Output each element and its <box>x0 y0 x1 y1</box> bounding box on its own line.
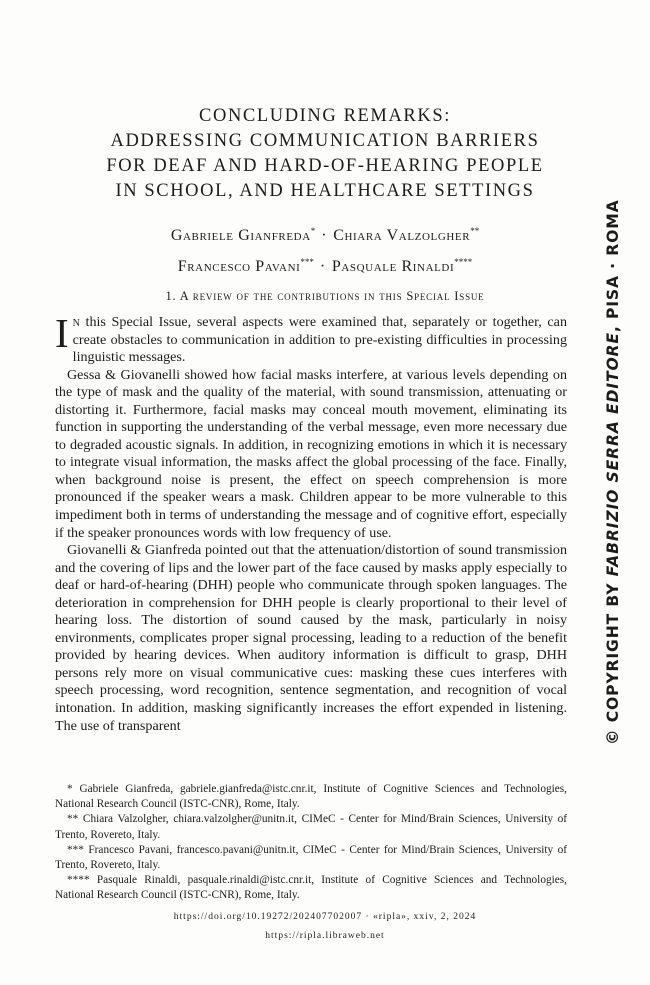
section-number: 1. <box>165 289 177 303</box>
footnote-mark: * <box>310 226 316 236</box>
footnote-mark: *** <box>300 257 314 267</box>
footnote-text: Francesco Pavani, francesco.pavani@unitn.it, CIMeC - Center for Mind/Brain Sciences, University of Trento, Rovereto, Italy. <box>55 843 567 872</box>
author-name: Chiara Valzolgher <box>333 227 471 244</box>
author-line <box>0 218 650 249</box>
footnote-mark: *** <box>67 843 84 856</box>
author-name: Pasquale Rinaldi <box>331 258 455 275</box>
body-paragraph: Giovanelli & Gianfreda pointed out that the attenuation/distortion of sound transmission and the covering of lips and the lower part of the face caused by masks apply especially to deaf or hard-of-hearing (DHH) people who communicate through spoken languages. The deterioration in comprehension for DHH people is clearly proportional to their level of hearing loss. The distortion of sound caused by the mask, particularly in noisy environments, complicates proper signal processing, leading to a reduction of the benefit provided by hearing devices. When auditory information is difficult to grasp, DHH persons rely more on visual communicative cues: masking these cues interferes with speech processing, word recognition, sentence segmentation, and recognition of vocal intonation. In addition, masking significantly increases the effort expended in listening. The use of transparent <box>55 542 567 734</box>
footnote-text: Gabriele Gianfreda, gabriele.gianfreda@istc.cnr.it, Institute of Cognitive Sciences and Technologies, National Research Council (ISTC-CNR), Rome, Italy. <box>55 783 567 811</box>
author-list <box>0 218 650 280</box>
footnotes <box>55 782 567 904</box>
author-name: Francesco Pavani <box>177 258 301 275</box>
author-name: Gabriele Gianfreda <box>170 227 311 244</box>
copyright-prefix: © COPYRIGHT BY <box>604 576 622 745</box>
paragraph-text: this Special Issue, several aspects were examined that, separately or together, can create obstacles to communication in addition to pre-existing difficulties in processing linguistic messages. <box>72 314 567 366</box>
section-heading <box>0 289 650 304</box>
article-title <box>0 104 650 204</box>
footnote-mark: ** <box>67 813 79 826</box>
author-line <box>0 249 650 280</box>
footnote-text: Chiara Valzolgher, chiara.valzolgher@unitn.it, CIMeC - Center for Mind/Brain Sciences, University of Trento, Rovereto, Italy. <box>55 813 568 841</box>
copyright-notice <box>604 200 622 746</box>
footnote-mark: **** <box>67 874 90 887</box>
article-body <box>55 310 567 735</box>
body-paragraph <box>55 310 567 367</box>
author-separator: · <box>319 258 326 275</box>
section-title: A review of the contributions in this Special Issue <box>179 289 485 303</box>
lead-in: n <box>72 314 80 330</box>
footnote <box>55 843 567 873</box>
title-line: IN SCHOOL, AND HEALTHCARE SETTINGS <box>115 181 535 201</box>
footnote-mark: * <box>67 783 73 795</box>
publisher-name: FABRIZIO SERRA EDITORE <box>604 332 622 577</box>
footnote-text: Pasquale Rinaldi, pasquale.rinaldi@istc.cnr.it, Institute of Cognitive Sciences and Technologies, National Research Council (ISTC-CNR), Rome, Italy. <box>55 874 567 902</box>
footnote-mark: **** <box>454 257 473 267</box>
copyright-suffix: , PISA · ROMA <box>604 199 622 333</box>
journal-url-footer: https://ripla.libraweb.net <box>265 931 385 941</box>
drop-cap: I <box>55 310 69 356</box>
footnote <box>55 873 567 903</box>
title-line: CONCLUDING REMARKS: <box>199 106 451 126</box>
doi-footer: https://doi.org/10.19272/202407702007 · «ripla», xxiv, 2, 2024 <box>173 912 477 922</box>
title-line: ADDRESSING COMMUNICATION BARRIERS <box>110 131 540 151</box>
body-paragraph: Gessa & Giovanelli showed how facial masks interfere, at various levels depending on the type of mask and the quality of the material, with sound transmission, attenuating or distorting it. Furthermore, facial masks may conceal mouth movement, eliminating its function in supporting the understanding of the verbal message, even more necessary due to degraded acoustic signals. In addition, in recognizing emotions in which it is necessary to integrate visual information, the masks affect the global processing of the face. Finally, when background noise is present, the effect on speech comprehension is more pronounced if the speaker wears a mask. Children appear to be more vulnerable to this impediment both in terms of understanding the message and of cognitive effort, especially if the speaker pronounces words with low frequency of use. <box>55 366 567 541</box>
footnote-mark: ** <box>470 226 480 236</box>
title-line: FOR DEAF AND HARD-OF-HEARING PEOPLE <box>106 156 544 176</box>
author-separator: · <box>321 227 328 244</box>
footnote <box>55 812 567 842</box>
footnote <box>55 782 567 812</box>
